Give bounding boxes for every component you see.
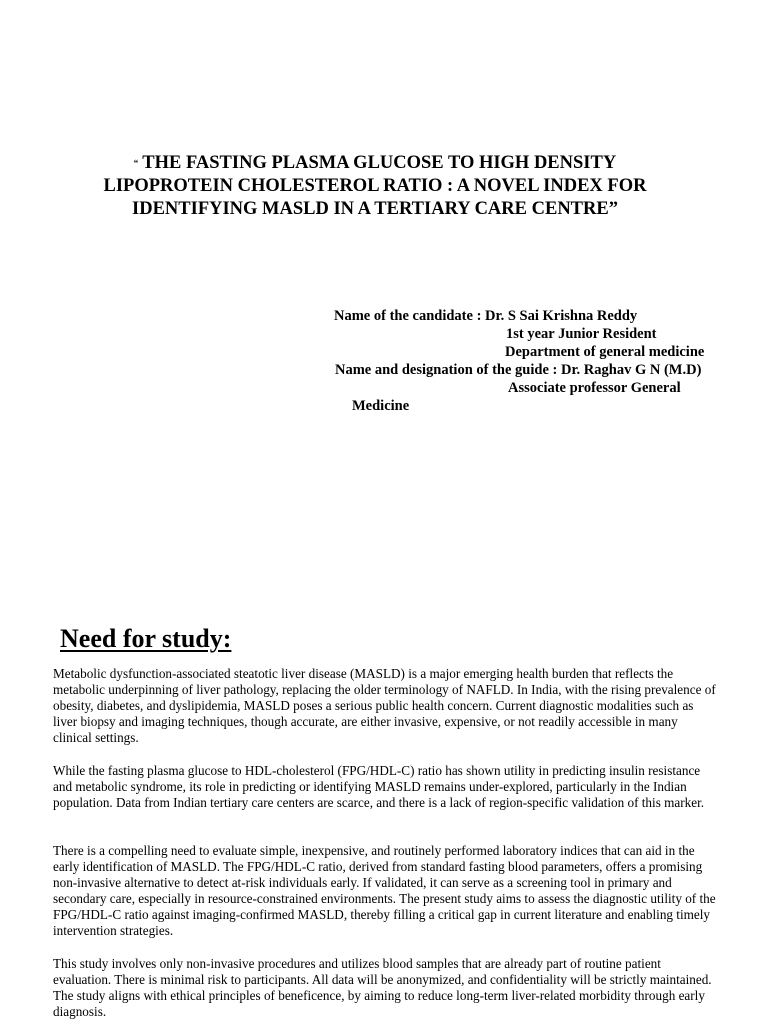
guide-name: Name and designation of the guide : Dr. Raghav G N (M.D) [335,362,702,378]
section-heading: Need for study: [60,624,232,653]
paragraph-1: Metabolic dysfunction-associated steatotic liver disease (MASLD) is a major emerging health burden that reflects the metabolic underpinning of liver pathology, replacing the older terminology of NAFLD. In India, with the rising prevalence of obesity, diabetes, and dyslipidemia, MASLD poses a serious public health concern. Current diagnostic modalities such as liver biopsy and imaging techniques, though accurate, are either invasive, expensive, or not readily accessible in many clinical settings. [53,666,716,746]
title-line-1 [90,152,660,175]
document-title [90,152,660,221]
title-line-2: LIPOPROTEIN CHOLESTEROL RATIO : A NOVEL INDEX FOR [103,176,647,197]
candidate-name: Name of the candidate : Dr. S Sai Krishna Reddy [334,308,638,324]
paragraph-4: This study involves only non-invasive procedures and utilizes blood samples that are already part of routine patient evaluation. There is minimal risk to participants. All data will be anonymized, and confidentiality will be strictly maintained. The study aligns with ethical principles of beneficence, by aiming to reduce long-term liver-related morbidity through early diagnosis. [53,956,712,1020]
title-line-3: IDENTIFYING MASLD IN A TERTIARY CARE CENTRE” [132,199,618,220]
paragraph-2: While the fasting plasma glucose to HDL-cholesterol (FPG/HDL-C) ratio has shown utility in predicting insulin resistance and metabolic syndrome, its role in predicting or identifying MASLD remains under-explored, particularly in the Indian population. Data from Indian tertiary care centers are scarce, and there is a lack of region-specific validation of this marker. [53,763,705,811]
guide-designation-cont: Medicine [352,398,410,414]
title-line-1-text: THE FASTING PLASMA GLUCOSE TO HIGH DENSITY [142,153,617,173]
candidate-role: 1st year Junior Resident [506,326,657,342]
title-open-quote: “ [133,158,139,169]
candidate-department: Department of general medicine [505,344,705,360]
paragraph-3: There is a compelling need to evaluate simple, inexpensive, and routinely performed laboratory indices that can aid in the early identification of MASLD. The FPG/HDL-C ratio, derived from standard fasting blood parameters, offers a promising non-invasive alternative to detect at-risk individuals early. If validated, it can serve as a screening tool in primary and secondary care, especially in resource-constrained environments. The present study aims to assess the diagnostic utility of the FPG/HDL-C ratio against imaging-confirmed MASLD, thereby filling a critical gap in current literature and enabling timely intervention strategies. [53,843,716,939]
guide-designation: Associate professor General [508,380,681,396]
